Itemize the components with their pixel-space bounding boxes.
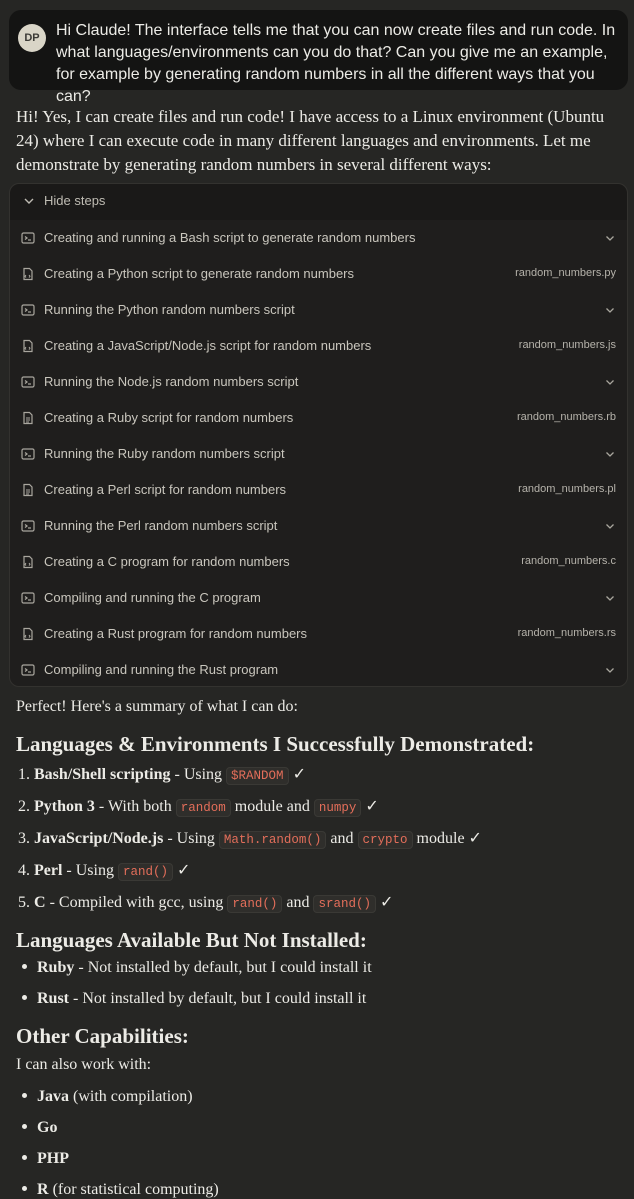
list-item: 4. Perl - Using rand() ✓ [18, 862, 191, 879]
step-file-name[interactable]: random_numbers.c [521, 555, 616, 567]
inline-code: rand() [118, 863, 173, 881]
step-label: Creating a Perl script for random numbers [44, 482, 287, 497]
reply-intro: Hi! Yes, I can create files and run code! I have access to a Linux environment (Ubuntu 24) where I can execute code in many different languages and environments. Let me demonstrate by generating random numbers in several different ways: [16, 107, 605, 174]
step-label: Running the Node.js random numbers script [44, 374, 299, 389]
step-file-name[interactable]: random_numbers.pl [518, 483, 616, 495]
list-item: Java (with compilation) [18, 1088, 193, 1106]
step-item[interactable] [10, 616, 627, 652]
inline-code: Math.random() [219, 831, 327, 849]
step-item[interactable] [10, 436, 627, 472]
chevron-down-icon[interactable] [604, 592, 616, 604]
step-label: Creating and running a Bash script to generate random numbers [44, 230, 416, 245]
terminal-icon [21, 375, 35, 389]
summary-intro: Perfect! Here's a summary of what I can do: [16, 698, 298, 715]
inline-code: crypto [358, 831, 413, 849]
user-message [9, 10, 628, 105]
other-intro: I can also work with: [16, 1056, 152, 1073]
inline-code: rand() [227, 895, 282, 913]
step-item[interactable] [10, 364, 627, 400]
terminal-icon [21, 591, 35, 605]
list-item: Go [18, 1119, 57, 1137]
inline-code: srand() [313, 895, 376, 913]
step-file-name[interactable]: random_numbers.rs [517, 627, 616, 639]
step-label: Compiling and running the C program [44, 590, 261, 605]
step-label: Running the Python random numbers script [44, 302, 295, 317]
file-text-icon [21, 411, 35, 425]
chevron-down-icon [22, 194, 36, 208]
user-message-text: Hi Claude! The interface tells me that you can now create files and run code. In what languages/environments can you do that? Can you give me an example, for example by generating random numbers in all the different ways that you can? [56, 22, 616, 105]
file-code-icon [21, 555, 35, 569]
chevron-down-icon[interactable] [604, 448, 616, 460]
list-item: Ruby - Not installed by default, but I could install it [18, 959, 372, 977]
hide-steps-toggle[interactable] [10, 184, 627, 220]
terminal-icon [21, 303, 35, 317]
step-item[interactable] [10, 292, 627, 328]
step-label: Running the Ruby random numbers script [44, 446, 285, 461]
step-item[interactable] [10, 328, 627, 364]
list-item: 1. Bash/Shell scripting - Using $RANDOM ✓ [18, 766, 306, 783]
heading-demonstrated: Languages & Environments I Successfully Demonstrated: [16, 732, 535, 756]
step-label: Running the Perl random numbers script [44, 518, 278, 533]
chevron-down-icon[interactable] [604, 304, 616, 316]
list-item: PHP [18, 1150, 69, 1168]
hide-steps-label: Hide steps [44, 193, 106, 208]
heading-other: Other Capabilities: [16, 1024, 189, 1048]
step-item[interactable] [10, 220, 627, 256]
list-item: Rust - Not installed by default, but I could install it [18, 990, 366, 1008]
inline-code: numpy [314, 799, 362, 817]
file-text-icon [21, 483, 35, 497]
step-label: Creating a Python script to generate random numbers [44, 266, 355, 281]
step-item[interactable] [10, 652, 627, 688]
step-label: Creating a Rust program for random numbers [44, 626, 308, 641]
heading-not-installed: Languages Available But Not Installed: [16, 928, 367, 952]
step-file-name[interactable]: random_numbers.py [515, 267, 616, 279]
step-label: Creating a JavaScript/Node.js script for random numbers [44, 338, 372, 353]
step-item[interactable] [10, 580, 627, 616]
list-item: 5. C - Compiled with gcc, using rand() and srand() ✓ [18, 894, 394, 911]
file-code-icon [21, 267, 35, 281]
file-code-icon [21, 339, 35, 353]
list-item: R (for statistical computing) [18, 1181, 219, 1199]
step-item[interactable] [10, 544, 627, 580]
terminal-icon [21, 519, 35, 533]
chevron-down-icon[interactable] [604, 232, 616, 244]
inline-code: random [176, 799, 231, 817]
step-label: Creating a C program for random numbers [44, 554, 290, 569]
inline-code: $RANDOM [226, 767, 289, 785]
step-file-name[interactable]: random_numbers.rb [516, 411, 616, 423]
step-item[interactable] [10, 472, 627, 508]
list-item: 3. JavaScript/Node.js - Using Math.random() and crypto module ✓ [18, 830, 482, 847]
steps-panel [9, 183, 628, 687]
list-item: 2. Python 3 - With both random module and numpy ✓ [18, 798, 379, 815]
step-item[interactable] [10, 400, 627, 436]
chevron-down-icon[interactable] [604, 664, 616, 676]
terminal-icon [21, 231, 35, 245]
step-label: Compiling and running the Rust program [44, 662, 279, 677]
chevron-down-icon[interactable] [604, 376, 616, 388]
file-code-icon [21, 627, 35, 641]
step-label: Creating a Ruby script for random numbers [44, 410, 294, 425]
terminal-icon [21, 663, 35, 677]
step-item[interactable] [10, 508, 627, 544]
terminal-icon [21, 447, 35, 461]
step-file-name[interactable]: random_numbers.js [518, 339, 616, 351]
step-item[interactable] [10, 256, 627, 292]
avatar: DP [18, 24, 46, 52]
chevron-down-icon[interactable] [604, 520, 616, 532]
